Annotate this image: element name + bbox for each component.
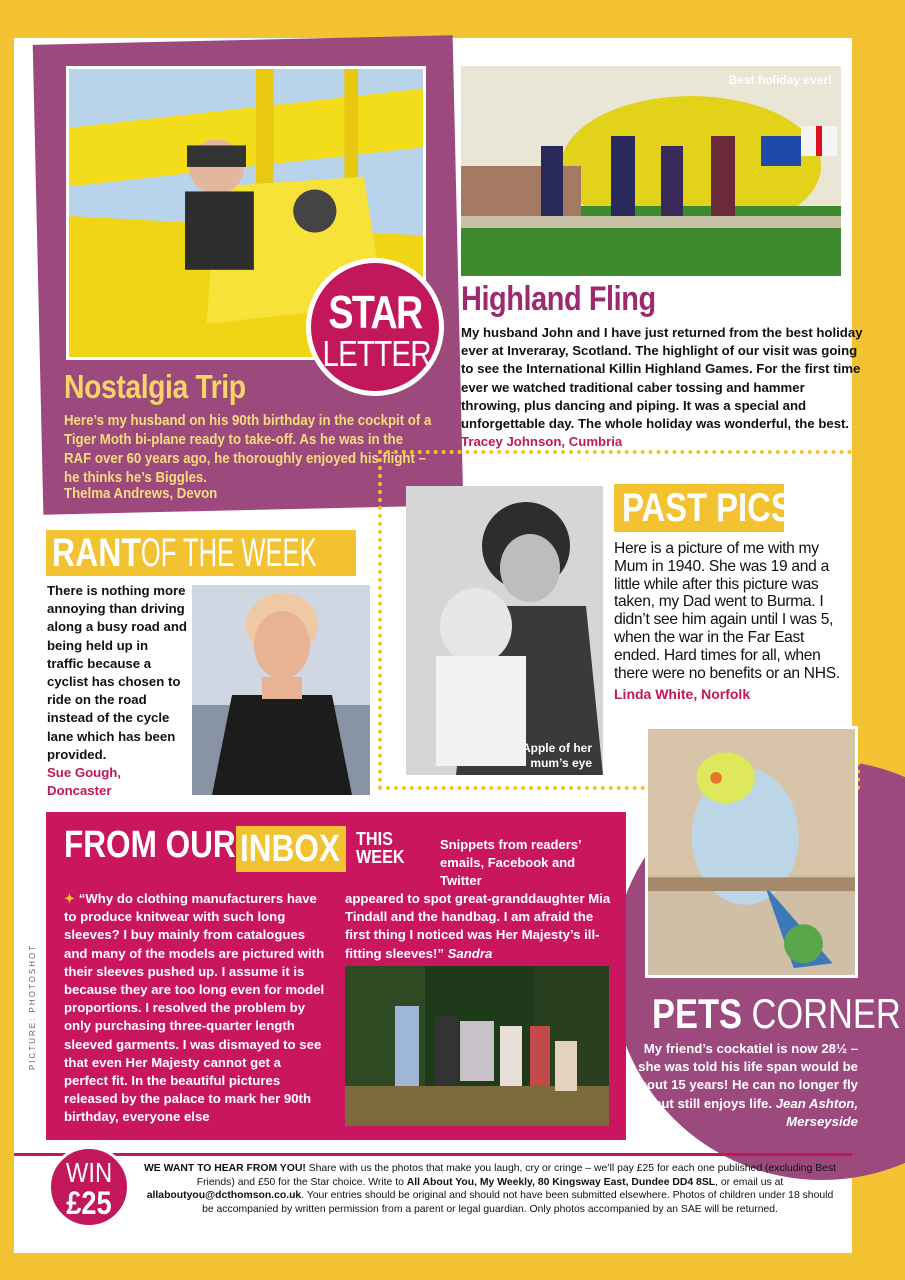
inbox-letter-cont: appeared to spot great-granddaughter Mia Tindall and the handbag. I am afraid the first thing I noticed was Her Majesty’s ill-fitting sleeves!”	[345, 891, 611, 961]
inbox-letter-left	[64, 890, 328, 1127]
pets-title-rest: CORNER	[741, 990, 901, 1037]
highland-games-photo	[461, 66, 841, 276]
star-letter-badge	[306, 258, 444, 396]
nostalgia-text: Here’s my husband on his 90th birthday in the cockpit of a Tiger Moth bi-plane ready to take-off. As he was in the RAF over 60 years ago, he thoroughly enjoyed his flight – he thinks he’s Biggles.	[64, 413, 432, 486]
rant-byline-name: Sue Gough,	[47, 765, 121, 780]
inbox-letter-right	[345, 890, 611, 963]
inbox-highlight	[236, 826, 346, 872]
mother-baby-photo	[406, 486, 603, 775]
highland-body: My husband John and I have just returned from the best holiday ever at Inveraray, Scotland. The highlight of our visit was going to see the International Killin Highland Games. For the first time ever we watched traditional caber tossing and hammer throwing, plus dancing and piping. It was a special and unforgettable day. The whole holiday was wonderful, the best.	[461, 325, 863, 432]
this-week-label	[356, 830, 405, 866]
inbox-subtitle: Snippets from readers’ emails, Facebook and Twitter	[440, 837, 581, 888]
pets-body: My friend’s cockatiel is now 28½ – she was told his life span would be about 15 years! He can no longer fly but still enjoys life.	[631, 1041, 858, 1111]
star-bullet-icon: ✦	[64, 891, 76, 906]
caption-line-2: mum’s eye	[530, 756, 592, 770]
footer-text-3: . Your entries should be original and should not have been submitted elsewhere. Photos of children under 18 should be accompanied by written permission from a parent or legal guardian. Only photos accompanied by an SAE will be returned.	[202, 1190, 834, 1215]
footer-text-2: , or email us at	[715, 1176, 784, 1188]
pets-title-bold: PETS	[652, 990, 742, 1037]
win-amount: £25	[66, 1185, 112, 1221]
win-badge	[48, 1146, 130, 1228]
cockatiel-photo	[645, 726, 858, 978]
picture-credit: PICTURE: PHOTOSHOT	[28, 943, 37, 1070]
footer-address: All About You, My Weekly, 80 Kingsway East, Dundee DD4 8SL	[406, 1176, 716, 1188]
nostalgia-title: Nostalgia Trip	[64, 368, 246, 405]
highland-byline: Tracey Johnson, Cumbria	[461, 434, 623, 450]
inbox-signature: Sandra	[447, 945, 493, 961]
inbox-letter-body: “Why do clothing manufacturers have to produce knitwear with such long sleeves? I buy mainly from catalogues and many of the models are pictured with their sleeves pushed up. I assume it is because they are too long even for model proportions. I resolved the problem by only purchasing three-quarter length sleeved garments. I was dismayed to see that even Her Majesty cannot get a perfect fit. In the beautiful pictures released by the palace to mark her 90th birthday, everyone else	[64, 891, 325, 1125]
win-label: WIN	[65, 1157, 113, 1188]
rant-byline	[47, 764, 187, 800]
inbox-word: INBOX	[240, 828, 340, 870]
footer-divider	[14, 1153, 852, 1156]
pets-text	[630, 1040, 858, 1131]
nostalgia-byline: Thelma Andrews, Devon	[64, 486, 218, 502]
letter-label: LETTER	[322, 333, 431, 374]
rant-text: There is nothing more annoying than driving along a busy road and being held up in traffic because a cyclist has chosen to ride on the road instead of the cycle lane which has been provided.	[47, 583, 187, 762]
baby-photo-caption	[490, 741, 592, 771]
pets-corner-title	[652, 990, 905, 1038]
highland-title: Highland Fling	[461, 280, 656, 318]
pets-byline-place: Merseyside	[786, 1113, 858, 1129]
past-pics-text: Here is a picture of me with my Mum in 1940. She was 19 and a little while after this picture was taken, my Dad went to Burma. I didn’t see him again until I was 5, when the war in the Far East ended. Hard times for all, when there were no benefits or an NHS.	[614, 540, 840, 682]
highland-text	[461, 324, 866, 451]
inbox-title-prefix: FROM OUR	[64, 824, 236, 866]
past-pics-title	[614, 484, 793, 532]
rant-title-bold: RANT	[52, 531, 141, 575]
rant-title-rest: OF THE WEEK	[140, 531, 317, 575]
woman-portrait-photo	[192, 585, 370, 795]
highland-photo-caption: Best holiday ever!	[728, 73, 832, 87]
caption-line-1: Apple of her	[521, 741, 592, 755]
pets-byline-name: Jean Ashton,	[775, 1095, 858, 1111]
footer-lead: WE WANT TO HEAR FROM YOU!	[143, 1163, 306, 1174]
footer-email[interactable]: allaboutyou@dcthomson.co.uk	[146, 1190, 302, 1201]
star-label: STAR	[328, 286, 422, 338]
submission-info	[140, 1162, 840, 1216]
past-pics-byline: Linda White, Norfolk	[614, 686, 751, 702]
past-pics-label: PAST PICS	[622, 486, 793, 530]
week-label: WEEK	[356, 847, 405, 867]
royal-family-photo	[345, 966, 609, 1126]
rant-title	[46, 530, 356, 576]
rant-byline-place: Doncaster	[47, 783, 112, 799]
this-label: THIS	[356, 829, 393, 849]
footer-text-1: Share with us the photos that make you laugh, cry or cringe – we’ll pay £25 for each one published (excluding Best Friends) and £50 for the Star choice. Write to	[196, 1163, 837, 1188]
